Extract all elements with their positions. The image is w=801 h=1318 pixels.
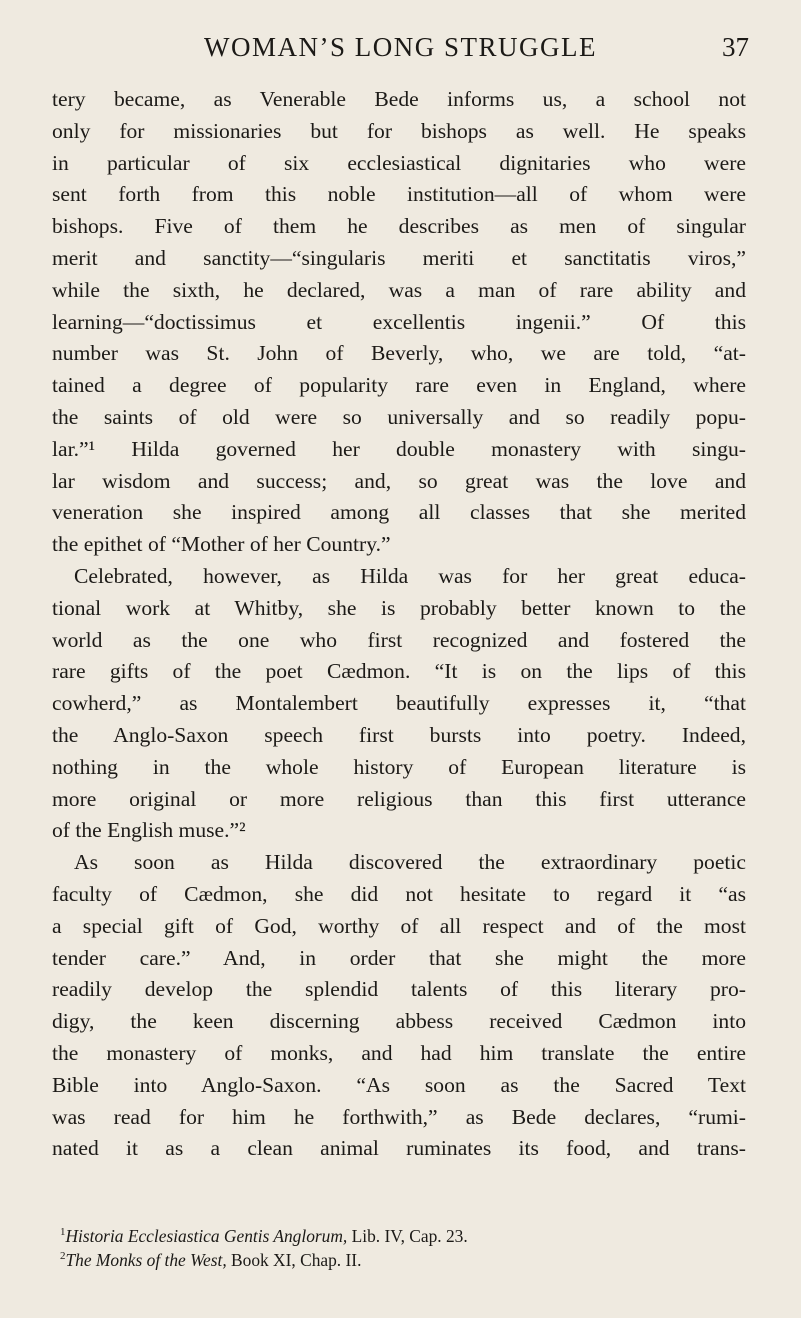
text-line: Bible into Anglo-Saxon. “As soon as the Sacred Text <box>52 1072 746 1097</box>
text-line: learning—“doctissimus et excellentis ingenii.” Of this <box>52 309 746 334</box>
text-line: bishops. Five of them he describes as men of singular <box>52 214 746 239</box>
footnote-mark: 1 <box>60 1226 66 1239</box>
text-line: digy, the keen discerning abbess received Cædmon into <box>52 1009 746 1034</box>
text-line: veneration she inspired among all classes that she merited <box>52 500 746 525</box>
footnote-title: The Monks of the West, <box>65 1250 227 1270</box>
text-line: readily develop the splendid talents of this literary pro- <box>52 977 746 1002</box>
text-line: sent forth from this noble institution—all of whom were <box>52 182 746 207</box>
footnotes <box>60 1224 760 1272</box>
footnote-title: Historia Ecclesiastica Gentis Anglorum, <box>65 1226 348 1246</box>
running-title: WOMAN’S LONG STRUGGLE <box>204 32 597 62</box>
text-line: rare gifts of the poet Cædmon. “It is on the lips of this <box>52 659 746 684</box>
text-line: the monastery of monks, and had him translate the entire <box>52 1040 746 1065</box>
text-line: number was St. John of Beverly, who, we are told, “at- <box>52 341 746 366</box>
body-text <box>52 84 746 1165</box>
text-line: in particular of six ecclesiastical dignitaries who were <box>52 150 746 175</box>
text-line: the Anglo-Saxon speech first bursts into poetry. Indeed, <box>52 722 746 747</box>
page-number: 37 <box>722 32 749 62</box>
page-header <box>52 32 749 66</box>
text-line: tained a degree of popularity rare even in England, where <box>52 373 746 398</box>
text-line: tery became, as Venerable Bede informs us, a school not <box>52 87 746 111</box>
text-line: faculty of Cædmon, she did not hesitate to regard it “as <box>52 881 746 906</box>
footnote <box>60 1224 760 1248</box>
footnote <box>60 1248 760 1272</box>
text-line: a special gift of God, worthy of all respect and of the most <box>52 913 746 938</box>
text-line: cowherd,” as Montalembert beautifully expresses it, “that <box>52 691 746 716</box>
text-line: was read for him he forthwith,” as Bede declares, “rumi- <box>52 1104 746 1129</box>
text-line: only for missionaries but for bishops as well. He speaks <box>52 118 746 143</box>
footnote-citation: Book XI, Chap. II. <box>226 1250 362 1270</box>
text-line: lar.”¹ Hilda governed her double monastery with singu- <box>52 436 746 461</box>
text-line: merit and sanctity—“singularis meriti et sanctitatis viros,” <box>52 245 746 270</box>
footnote-citation: Lib. IV, Cap. 23. <box>347 1226 468 1246</box>
text-line: nothing in the whole history of European literature is <box>52 754 746 779</box>
text-line: the epithet of “Mother of her Country.” <box>52 532 391 557</box>
text-line: of the English muse.”² <box>52 818 246 843</box>
text-line: tional work at Whitby, she is probably better known to the <box>52 595 746 620</box>
text-line: while the sixth, he declared, was a man of rare ability and <box>52 277 746 302</box>
text-line: Celebrated, however, as Hilda was for her great educa- <box>74 563 746 588</box>
text-line: As soon as Hilda discovered the extraordinary poetic <box>74 850 746 875</box>
text-line: the saints of old were so universally and so readily popu- <box>52 404 746 429</box>
text-line: world as the one who first recognized and fostered the <box>52 627 746 652</box>
text-line: nated it as a clean animal ruminates its food, and trans- <box>52 1136 746 1161</box>
footnote-mark: 2 <box>60 1250 66 1263</box>
text-line: lar wisdom and success; and, so great was the love and <box>52 468 746 493</box>
text-line: tender care.” And, in order that she might the more <box>52 945 746 970</box>
text-line: more original or more religious than this first utterance <box>52 786 746 811</box>
